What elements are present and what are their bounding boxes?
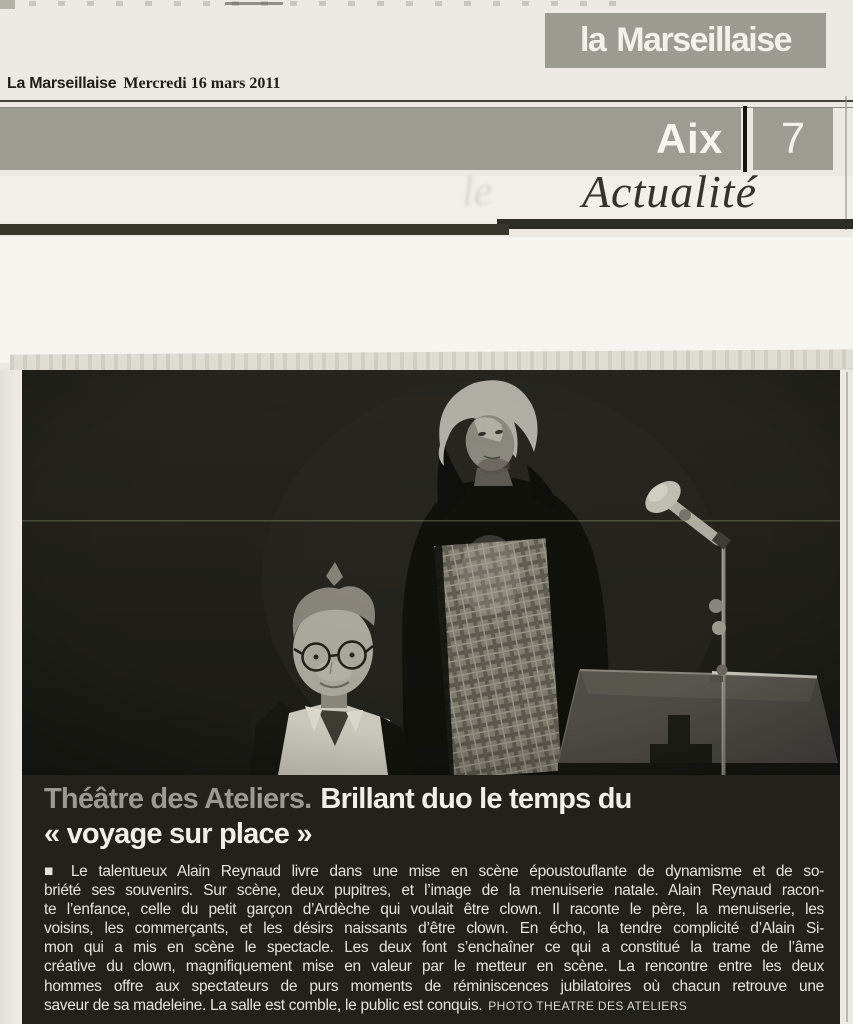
dateline-paper-name: La Marseillaise [7,75,117,92]
headline-text: Brillant duo le temps du [320,783,632,815]
section-heading: Actualité [581,166,757,217]
paper-bright-area [0,237,853,363]
left-paper-edge [0,370,22,1024]
photo-credit: PHOTO THEATRE DES ATELIERS [488,998,688,1013]
body-last-line-text: saveur de sa madeleine. La salle est comble, le public est conquis. [44,996,483,1014]
article-body [22,852,840,1016]
masthead-logo [545,13,826,68]
headline-kicker: Théâtre des Ateliers. [44,783,312,815]
body-line: ■ Le talentueux Alain Reynaud livre dans une mise en scène époustouflante de dynamisme et de so- [44,863,824,880]
section-band-divider [743,106,747,172]
page-number: 7 [780,114,806,163]
body-line: créative du clown, magnifiquement mise en valeur par le metteur en scène. La rencontre entre les deux [44,958,824,976]
article-clipping [22,370,840,1024]
scan-noise-dashes [0,1,620,6]
dark-rule-left [0,224,509,235]
stage-photo [22,370,840,775]
body-line: te l’enfance, celle du petit garçon d’Ardèche qui voulait être clown. Il raconte le père, la menuiserie, les [44,901,824,919]
masthead-logo-text: la Marseillaise [579,21,792,59]
body-line: hommes offre aux spectateurs de purs moments de réminiscences jubilatoires où chacun retrouve une [44,977,824,995]
scan-dark-dash [225,2,283,5]
body-line: briété ses souvenirs. Sur scène, deux pupitres, et l’image de la menuiserie natale. Alain Reynaud racon- [44,882,824,900]
article-headline [22,775,840,852]
page-number-box [753,108,833,170]
dateline [7,75,281,93]
horizontal-rule [0,100,853,108]
scan-corner-mark [0,0,15,9]
dark-rule-right [497,219,853,229]
bleed-through-ghost-text: le [461,168,494,216]
body-last-line [44,996,824,1016]
clipping-right-edge-line [846,372,848,1022]
headline-line2: « voyage sur place » [44,818,312,850]
body-line: mon qui a mis en scène le spectacle. Les deux font s’enchaîner ce qui a constitué la trame de l’âme [44,939,824,957]
section-band [0,108,741,170]
section-name: Aix [656,115,723,162]
clipping-edge-line [845,96,847,230]
body-line: voisins, les commerçants, et les désirs naissants d’être clown. En écho, la tendre complicité d’Alain Si- [44,920,824,938]
dateline-date: Mercredi 16 mars 2011 [123,75,281,92]
